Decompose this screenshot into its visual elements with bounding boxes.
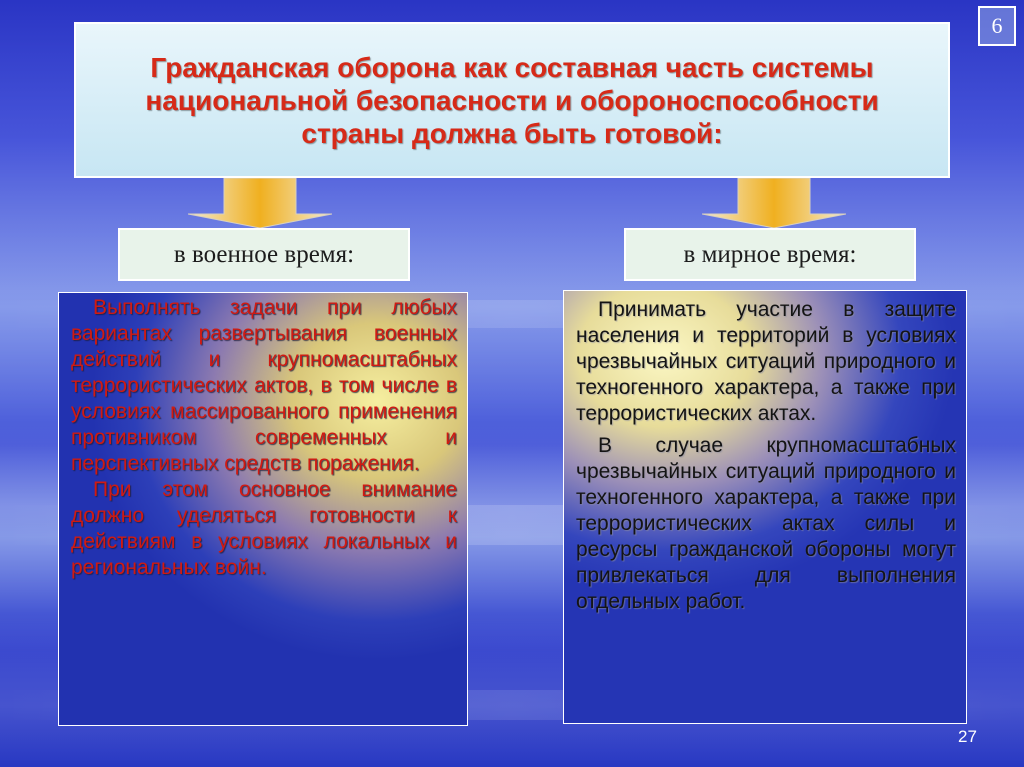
label-wartime: в военное время: [118, 228, 410, 281]
label-peacetime: в мирное время: [624, 228, 916, 281]
page-number: 27 [958, 727, 977, 746]
down-arrow-left-icon [188, 178, 332, 228]
wartime-tasks-box [58, 292, 468, 726]
down-arrow-right-icon [702, 178, 846, 228]
slide-title: Гражданская оборона как составная часть системы национальной безопасности и обороноспособности страны должна быть готовой: [145, 51, 879, 149]
peacetime-paragraph: Принимать участие в защите населения и территорий в условиях чрезвычайных ситуаций природного и техногенного характера, а также при террористических актах. [576, 298, 956, 425]
title-box [74, 22, 950, 178]
wartime-paragraph: Выполнять задачи при любых вариантах развертывания военных действий и крупномасштабных террористических актов, в том числе в условиях массированного применения противником современных и перспективных средств поражения. [71, 296, 457, 475]
peacetime-tasks-box [563, 290, 967, 724]
slide-badge: 6 [978, 6, 1016, 46]
peacetime-paragraph: В случае крупномасштабных чрезвычайных ситуаций природного и техногенного характера, а также при террористических актах силы и ресурсы гражданской обороны могут привлекаться для выполнения отдельных работ. [576, 434, 956, 613]
wartime-paragraph: При этом основное внимание должно уделяться готовности к действиям в условиях локальных и региональных войн. [71, 478, 457, 579]
